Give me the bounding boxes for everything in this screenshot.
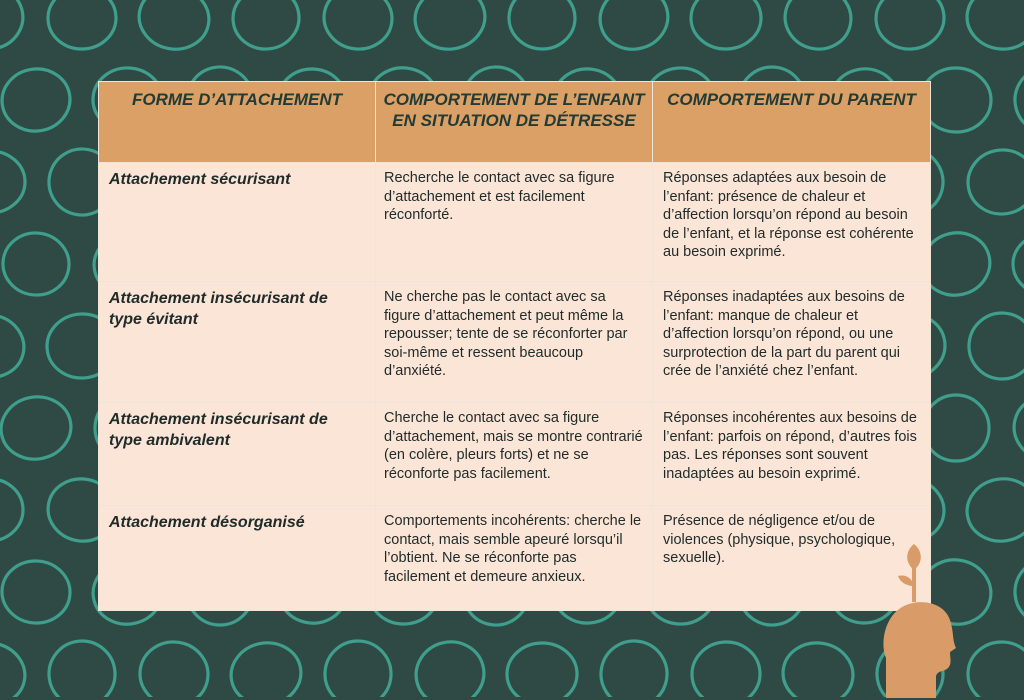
table-row — [99, 163, 931, 282]
row-forme: Attachement insécurisant de type ambivalent — [99, 403, 376, 506]
row-enfant: Cherche le contact avec sa figure d’attachement, mais se montre contrarié (en colère, pleurs forts) et ne se réconforte pas facilement. — [376, 403, 653, 506]
pattern-circle — [964, 146, 1024, 219]
row-parent: Réponses adaptées aux besoin de l’enfant: présence de chaleur et d’affection lorsqu’on répond au besoin de l’enfant, et la réponse est cohérente au besoin exprimé. — [653, 163, 931, 282]
pattern-circle — [963, 0, 1024, 54]
sprout-leaf-side — [898, 575, 914, 586]
pattern-circle — [1008, 389, 1024, 467]
header-forme: FORME D’ATTACHEMENT — [99, 82, 376, 163]
row-forme: Attachement désorganisé — [99, 506, 376, 611]
pattern-circle — [134, 0, 215, 55]
pattern-circle — [0, 150, 26, 213]
pattern-circle — [506, 642, 577, 697]
pattern-circle — [323, 639, 392, 697]
pattern-circle — [962, 473, 1024, 546]
head-silhouette — [883, 602, 956, 698]
table-row — [99, 403, 931, 506]
pattern-circle — [594, 0, 675, 56]
pattern-circle — [230, 0, 302, 52]
row-parent: Réponses incohérentes aux besoins de l’enfant: parfois on répond, d’autres fois pas. Les réponses sont souvent inadaptées au besoin exprimé. — [653, 403, 931, 506]
pattern-circle — [873, 0, 946, 52]
head-with-sprout-icon — [880, 540, 960, 700]
pattern-circle — [320, 0, 395, 53]
table-row — [99, 506, 931, 611]
pattern-circle — [0, 559, 72, 626]
row-enfant: Recherche le contact avec sa figure d’attachement et est facilement réconforté. — [376, 163, 653, 282]
pattern-circle — [690, 0, 761, 50]
row-forme: Attachement insécurisant de type évitant — [99, 282, 376, 403]
pattern-circle — [0, 637, 30, 697]
row-enfant: Comportements incohérents: cherche le contact, mais semble apeuré lorsqu’il l’obtient. Ne se réconforte pas facilement et demeure anxieux. — [376, 506, 653, 611]
pattern-circle — [0, 230, 72, 299]
pattern-circle — [226, 637, 306, 697]
pattern-circle — [0, 65, 74, 136]
pattern-circle — [779, 0, 856, 55]
header-enfant: COMPORTEMENT DE L’ENFANT EN SITUATION DE DÉTRESSE — [376, 82, 653, 163]
header-parent: COMPORTEMENT DU PARENT — [653, 82, 931, 163]
pattern-circle — [923, 395, 989, 461]
pattern-circle — [595, 635, 673, 697]
sprout-leaf-top — [907, 544, 921, 570]
pattern-circle — [0, 308, 30, 384]
pattern-circle — [0, 391, 76, 464]
row-parent: Présence de négligence et/ou de violences (physique, psychologique, sexuelle). — [653, 506, 931, 611]
pattern-circle — [966, 640, 1024, 697]
pattern-circle — [0, 477, 25, 542]
attachment-table — [98, 81, 931, 611]
pattern-circle — [689, 639, 762, 697]
table-row — [99, 282, 931, 403]
pattern-circle — [136, 638, 211, 697]
pattern-circle — [1008, 60, 1024, 141]
pattern-circle — [1013, 557, 1024, 626]
pattern-circle — [507, 0, 576, 51]
row-enfant: Ne cherche pas le contact avec sa figure d’attachement et peut même la repousser; tente de se réconforter par soi-même et ressent beaucoup d’anxiété. — [376, 282, 653, 403]
pattern-circle — [409, 635, 490, 697]
pattern-circle — [0, 0, 30, 56]
table-header-row — [99, 82, 931, 163]
pattern-circle — [1012, 232, 1024, 295]
pattern-circle — [966, 310, 1024, 383]
pattern-circle — [410, 0, 490, 55]
row-forme: Attachement sécurisant — [99, 163, 376, 282]
pattern-circle — [779, 638, 857, 697]
row-parent: Réponses inadaptées aux besoins de l’enfant: manque de chaleur et d’affection lorsqu’on répond, ou une surprotection de la part du parent qui crée de l’anxiété chez l’enfant. — [653, 282, 931, 403]
pattern-circle — [47, 0, 117, 50]
pattern-circle — [46, 638, 119, 697]
